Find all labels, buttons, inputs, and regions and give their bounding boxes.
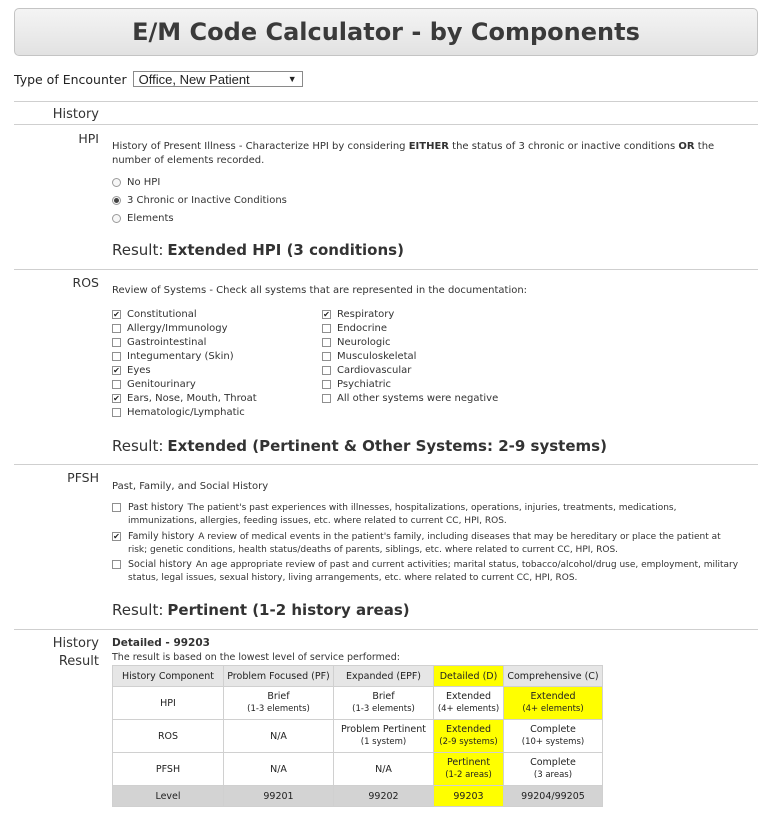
hpi-option-elements[interactable] <box>112 213 174 224</box>
pfsh-label: PFSH <box>67 470 99 485</box>
option-label: All other systems were negative <box>337 393 499 404</box>
cell-value: N/A <box>270 730 287 742</box>
cell-subvalue: (1-3 elements) <box>247 704 310 714</box>
checkbox-checked[interactable]: ✔ <box>113 394 120 403</box>
ros-option[interactable] <box>322 337 391 348</box>
cell-subvalue: (1 system) <box>360 737 407 747</box>
checkbox[interactable] <box>112 408 121 417</box>
hpi-desc-text: the status of 3 chronic or inactive conditions <box>448 141 679 152</box>
hpi-result <box>112 241 404 259</box>
pfsh-result <box>112 601 410 619</box>
table-cell-component: ROS <box>113 720 224 753</box>
checkbox[interactable] <box>112 560 121 569</box>
hpi-desc-either: EITHER <box>408 141 449 152</box>
option-label: Gastrointestinal <box>127 337 207 348</box>
table-cell <box>334 687 434 720</box>
cell-value: Extended <box>445 724 492 735</box>
table-row <box>113 720 603 753</box>
option-label: Eyes <box>127 365 151 376</box>
divider <box>14 124 758 125</box>
hpi-desc-text: the number of elements recorded. <box>112 141 715 166</box>
divider <box>14 101 758 102</box>
hpi-desc-or: OR <box>678 141 695 152</box>
table-header: Expanded (EPF) <box>334 666 434 687</box>
chevron-down-icon: ▼ <box>287 74 297 84</box>
table-header: History Component <box>113 666 224 687</box>
pfsh-option-text <box>112 558 742 585</box>
result-label: Result: <box>112 437 164 455</box>
table-cell <box>434 687 504 720</box>
hpi-label: HPI <box>78 131 99 146</box>
option-label: Allergy/Immunology <box>127 323 228 334</box>
table-cell <box>504 687 603 720</box>
cell-subvalue: (1-3 elements) <box>352 704 415 714</box>
ros-option[interactable] <box>322 351 416 362</box>
ros-option[interactable] <box>112 379 196 390</box>
divider <box>14 464 758 465</box>
table-row-level <box>113 786 603 807</box>
table-cell-level: 99203 <box>434 786 504 807</box>
option-label: Ears, Nose, Mouth, Throat <box>127 393 257 404</box>
divider <box>14 269 758 270</box>
table-row <box>113 687 603 720</box>
ros-option[interactable] <box>322 379 391 390</box>
history-result-note: The result is based on the lowest level of service performed: <box>112 652 400 663</box>
pfsh-option-name: Social history <box>128 559 192 570</box>
pfsh-option-text <box>112 530 742 557</box>
checkbox[interactable] <box>112 324 121 333</box>
result-label: Result: <box>112 241 164 259</box>
table-row <box>113 753 603 786</box>
checkbox[interactable] <box>322 394 331 403</box>
option-label: Cardiovascular <box>337 365 412 376</box>
cell-value: Pertinent <box>446 757 491 768</box>
table-header: Problem Focused (PF) <box>224 666 334 687</box>
table-cell-level: 99201 <box>224 786 334 807</box>
page-title: E/M Code Calculator - by Components <box>132 18 640 46</box>
checkbox[interactable] <box>322 338 331 347</box>
ros-option[interactable] <box>322 323 387 334</box>
history-result-label-line: History <box>52 636 99 651</box>
ros-option[interactable] <box>112 309 197 320</box>
option-label: Endocrine <box>337 323 387 334</box>
pfsh-option-description: A review of medical events in the patient's family, including diseases that may be hereditary or place the patient at risk; genetic conditions, health status/deaths of parents, siblings, etc. where related to current CC, HPI, ROS. <box>128 532 721 555</box>
ros-result-value: Extended (Pertinent & Other Systems: 2-9 systems) <box>167 437 607 455</box>
hpi-desc-text: History of Present Illness - Characterize HPI by considering <box>112 141 409 152</box>
page-title-bar <box>14 8 758 56</box>
cell-value: Complete <box>530 757 576 768</box>
ros-label: ROS <box>72 275 99 290</box>
pfsh-description: Past, Family, and Social History <box>112 481 269 492</box>
table-header: Comprehensive (C) <box>504 666 603 687</box>
pfsh-option-text <box>112 501 742 528</box>
option-label: No HPI <box>127 177 161 188</box>
option-label: Genitourinary <box>127 379 196 390</box>
ros-option[interactable] <box>112 407 245 418</box>
encounter-row <box>14 71 303 87</box>
hpi-option-none[interactable] <box>112 177 160 188</box>
table-cell <box>434 720 504 753</box>
table-cell-level-label: Level <box>113 786 224 807</box>
checkbox[interactable] <box>112 503 121 512</box>
encounter-select[interactable] <box>133 71 303 87</box>
history-level-table <box>112 665 603 807</box>
pfsh-option[interactable] <box>112 501 742 528</box>
encounter-select-value: Office, New Patient <box>138 71 250 87</box>
cell-value: Complete <box>530 724 576 735</box>
pfsh-option[interactable] <box>112 530 742 557</box>
table-cell <box>224 720 334 753</box>
pfsh-option-description: An age appropriate review of past and current activities; marital status, tobacco/alcohol/drug use, employment, military status, legal issues, sexual history, living arrangements, etc. where related to current CC, HPI, ROS. <box>128 560 739 583</box>
ros-option[interactable] <box>322 309 394 320</box>
checkbox-checked[interactable]: ✔ <box>113 366 120 375</box>
option-label: Respiratory <box>337 309 395 320</box>
checkbox-checked[interactable]: ✔ <box>323 310 330 319</box>
ros-option[interactable] <box>112 323 228 334</box>
history-result-heading: Detailed - 99203 <box>112 637 210 649</box>
table-cell <box>434 753 504 786</box>
pfsh-option-name: Family history <box>128 531 195 542</box>
ros-option[interactable] <box>112 393 257 404</box>
radio-button[interactable] <box>112 178 121 187</box>
cell-subvalue: (4+ elements) <box>522 704 584 714</box>
hpi-result-value: Extended HPI (3 conditions) <box>167 241 404 259</box>
option-label: Hematologic/Lymphatic <box>127 407 245 418</box>
checkbox[interactable] <box>322 380 331 389</box>
checkbox-checked[interactable]: ✔ <box>113 532 120 541</box>
ros-option[interactable] <box>112 351 234 362</box>
hpi-description <box>112 140 752 168</box>
table-cell-level: 99202 <box>334 786 434 807</box>
table-cell <box>504 753 603 786</box>
ros-result <box>112 437 607 455</box>
cell-value: Problem Pertinent <box>341 724 426 735</box>
option-label: Psychiatric <box>337 379 392 390</box>
radio-button-selected[interactable] <box>112 196 121 205</box>
option-label: Integumentary (Skin) <box>127 351 234 362</box>
table-cell <box>334 720 434 753</box>
cell-value: Brief <box>267 691 290 702</box>
checkbox[interactable] <box>322 352 331 361</box>
pfsh-option[interactable] <box>112 558 742 585</box>
option-label: Constitutional <box>127 309 197 320</box>
hpi-option-chronic[interactable] <box>112 195 287 206</box>
option-label: 3 Chronic or Inactive Conditions <box>127 195 287 206</box>
ros-description: Review of Systems - Check all systems that are represented in the documentation: <box>112 285 528 296</box>
checkbox[interactable] <box>112 380 121 389</box>
cell-value: Brief <box>372 691 395 702</box>
table-cell <box>224 753 334 786</box>
history-result-label-line: Result <box>58 654 99 669</box>
cell-subvalue: (10+ systems) <box>521 737 585 747</box>
option-label: Musculoskeletal <box>337 351 417 362</box>
history-result-label <box>40 635 99 671</box>
ros-option[interactable] <box>322 393 498 404</box>
checkbox[interactable] <box>112 352 121 361</box>
option-label: Elements <box>127 213 174 224</box>
pfsh-result-value: Pertinent (1-2 history areas) <box>167 601 410 619</box>
table-cell-component: HPI <box>113 687 224 720</box>
ros-option[interactable] <box>112 337 206 348</box>
checkbox-checked[interactable]: ✔ <box>113 310 120 319</box>
table-cell <box>504 720 603 753</box>
checkbox[interactable] <box>322 324 331 333</box>
cell-subvalue: (2-9 systems) <box>439 737 498 747</box>
checkbox[interactable] <box>112 338 121 347</box>
cell-subvalue: (3 areas) <box>533 770 573 780</box>
cell-subvalue: (4+ elements) <box>437 704 500 714</box>
table-cell-level: 99204/99205 <box>504 786 603 807</box>
table-cell-component: PFSH <box>113 753 224 786</box>
history-heading: History <box>52 107 99 122</box>
cell-value: N/A <box>270 763 287 775</box>
option-label: Neurologic <box>337 337 391 348</box>
checkbox[interactable] <box>322 366 331 375</box>
divider <box>14 629 758 630</box>
pfsh-option-name: Past history <box>128 502 184 513</box>
cell-value: Extended <box>530 691 576 702</box>
pfsh-option-description: The patient's past experiences with illnesses, hospitalizations, operations, injuries, treatments, medications, immunizations, allergies, feeding issues, etc. where related to current CC, HPI, ROS. <box>128 503 677 526</box>
ros-option[interactable] <box>322 365 411 376</box>
result-label: Result: <box>112 601 164 619</box>
cell-value: N/A <box>375 763 392 775</box>
cell-subvalue: (1-2 areas) <box>445 770 492 780</box>
radio-button[interactable] <box>112 214 121 223</box>
table-header: Detailed (D) <box>434 666 504 687</box>
cell-value: Extended <box>445 691 492 702</box>
table-cell <box>224 687 334 720</box>
encounter-label: Type of Encounter <box>14 71 127 87</box>
table-cell <box>334 753 434 786</box>
ros-option[interactable] <box>112 365 151 376</box>
